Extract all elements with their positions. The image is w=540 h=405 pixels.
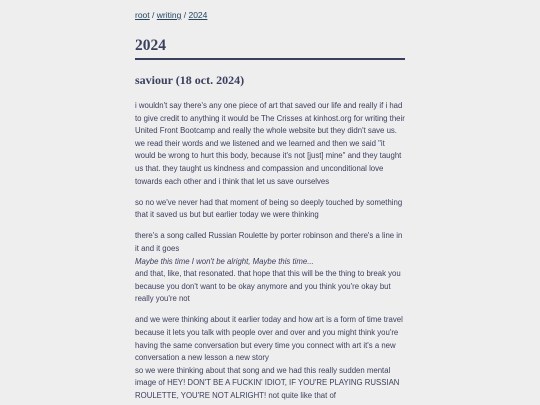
breadcrumb <box>135 9 405 21</box>
breadcrumb-separator: / <box>152 10 155 20</box>
breadcrumb-link-root[interactable]: root <box>135 10 150 20</box>
post-paragraph-1: i wouldn't say there's any one piece of art that saved our life and really if i had to give credit to anything it would be The Crisses at kinhost.org for writing their United Front Bootcamp and really the whole website but they didn't save us. we read their words and we listened and we learned and then we said "it would be wrong to hurt this body, because it's not [just] mine" and they taught us that. they taught us kindness and compassion and unconditional love towards each other and i think that let us save ourselves <box>135 101 405 186</box>
page <box>135 0 405 403</box>
breadcrumb-link-writing[interactable]: writing <box>156 10 182 20</box>
breadcrumb-link-year[interactable]: 2024 <box>188 10 208 20</box>
post-paragraph-4-text: and we were thinking about it earlier today and how art is a form of time travel because it lets you talk with people over and over and you might think you're having the same conversation but every time you connect with art it's a new conversation a new lesson a new story <box>135 315 403 363</box>
post-paragraph-3-text: there's a song called Russian Roulette by porter robinson and there's a line in it and it goes <box>135 231 403 253</box>
post-paragraph-3 <box>135 230 405 306</box>
post-body <box>135 100 405 403</box>
post-paragraph-4 <box>135 314 405 402</box>
post-title: saviour (18 oct. 2024) <box>135 73 245 87</box>
page-title: 2024 <box>135 37 405 60</box>
song-lyric-quote: Maybe this time I won't be alright, Maybe this time... <box>135 256 314 266</box>
post-paragraph-2: so no we've never had that moment of being so deeply touched by something that it saved us but but earlier today we were thinking <box>135 197 403 220</box>
post-paragraph-4-continuation: so we were thinking about that song and we had this really sudden mental image of HEY! DON'T BE A FUCKIN' IDIOT, IF YOU'RE PLAYING RUSSIAN ROULETTE, YOU'RE NOT ALRIGHT! not quite like that of <box>135 365 400 400</box>
breadcrumb-separator: / <box>183 10 187 20</box>
post-paragraph-3-continuation: and that, like, that resonated. that hope that this will be the thing to break you because you don't want to be okay anymore and you think you're okay but really you're not <box>135 269 401 304</box>
